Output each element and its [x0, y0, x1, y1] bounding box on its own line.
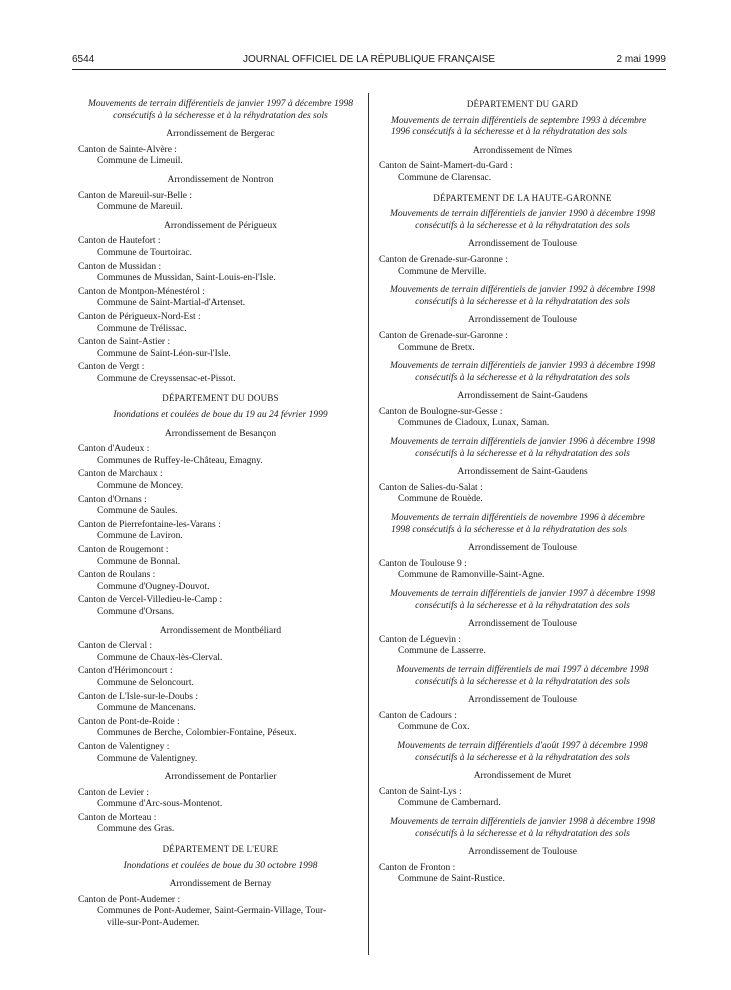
commune-line: Communes de Ruffey-le-Château, Emagny.: [97, 455, 263, 466]
commune-line: Commune de Rouède.: [398, 494, 483, 505]
header-rule: [72, 69, 666, 70]
canton-line: Canton de Rougemont :: [78, 545, 169, 555]
event-heading: Mouvements de terrain différentiels de janvier 1997 à décembre 1998 consécutifs à la sécheresse et à la réhydratation des sols: [88, 99, 353, 121]
arrondissement-heading: Arrondissement de Nîmes: [472, 145, 573, 156]
arrondissement-heading: Arrondissement de Montbéliard: [159, 625, 282, 636]
event-heading: Mouvements de terrain différentiels de janvier 1996 à décembre 1998 consécutifs à la sécheresse et à la réhydratation des sols: [390, 437, 655, 459]
commune-line: Commune de Saint-Martial-d'Artenset.: [97, 298, 246, 309]
event-heading: Mouvements de terrain différentiels de novembre 1996 à décembre 1998 consécutifs à la sécheresse et à la réhydratation des sols: [391, 513, 645, 535]
arrondissement-heading: Arrondissement de Toulouse: [468, 619, 577, 630]
commune-line: Commune de Valentigney.: [97, 753, 198, 764]
arrondissement-heading: Arrondissement de Bernay: [169, 879, 272, 890]
commune-line: Commune de Chaux-lès-Clerval.: [97, 652, 223, 663]
commune-line: Commune d'Arc-sous-Montenot.: [97, 799, 223, 810]
event-heading: Mouvements de terrain différentiels de mai 1997 à décembre 1998 consécutifs à la sécheresse et à la réhydratation des sols: [396, 664, 649, 687]
canton-line: Canton de Cadours :: [379, 710, 457, 721]
canton-line: Canton de Pierrefontaine-les-Varans :: [78, 519, 221, 530]
arrondissement-heading: Arrondissement de Pontarlier: [164, 772, 277, 783]
canton-line: Canton d'Hérimoncourt :: [78, 666, 173, 677]
commune-line: Commune d'Ougney-Douvot.: [97, 581, 210, 592]
commune-line: Commune de Laviron.: [97, 531, 183, 542]
arrondissement-heading: Arrondissement de Toulouse: [468, 847, 577, 858]
commune-line: Commune de Saint-Rustice.: [398, 874, 505, 885]
canton-line: Canton de Toulouse 9 :: [379, 558, 467, 569]
department-heading: DÉPARTEMENT DE LA HAUTE-GARONNE: [433, 192, 612, 203]
department-heading: DÉPARTEMENT DE L'EURE: [162, 844, 279, 855]
commune-line: Commune de Mareuil.: [97, 202, 183, 213]
commune-line: Communes de Berche, Colombier-Fontaine, Péseux.: [97, 728, 297, 739]
canton-line: Canton de Levier :: [78, 787, 149, 798]
canton-line: Canton de Pont-Audemer :: [78, 894, 181, 905]
commune-line: Commune des Gras.: [97, 824, 175, 835]
canton-line: Canton de Pont-de-Roide :: [78, 716, 180, 727]
event-heading: Inondations et coulées de boue du 30 octobre 1998: [123, 860, 318, 871]
commune-line: [78, 906, 363, 929]
canton-line: Canton d'Ornans :: [78, 494, 147, 505]
event-heading: Mouvements de terrain différentiels de janvier 1990 à décembre 1998 consécutifs à la sécheresse et à la réhydratation des sols: [390, 209, 655, 231]
arrondissement-heading: Arrondissement de Saint-Gaudens: [457, 391, 588, 402]
canton-line: Canton de Fronton :: [379, 862, 456, 873]
canton-line: Canton de Valentigney :: [78, 741, 170, 752]
canton-line: Canton de Sainte-Alvère :: [78, 144, 177, 155]
arrondissement-heading: Arrondissement de Toulouse: [468, 315, 577, 326]
canton-line: Canton de Périgueux-Nord-Est :: [78, 311, 201, 322]
event-heading: Inondations et coulées de boue du 19 au 24 février 1999: [113, 410, 328, 421]
arrondissement-heading: Arrondissement de Besançon: [164, 428, 277, 439]
canton-line: Canton de Vercel-Villedieu-le-Camp :: [78, 595, 223, 606]
commune-line: Commune de Cox.: [398, 722, 470, 733]
commune-line: Commune de Creyssensac-et-Pissot.: [97, 373, 236, 384]
commune-line: Commune de Clarensac.: [398, 172, 492, 183]
arrondissement-heading: Arrondissement de Toulouse: [468, 695, 577, 706]
commune-text-continued: ville-sur-Pont-Audemer.: [107, 918, 200, 929]
commune-line: Commune de Moncey.: [97, 481, 184, 492]
canton-line: Canton de Marchaux :: [78, 469, 163, 480]
commune-line: Commune de Trélissac.: [97, 323, 187, 334]
canton-line: Canton de L'Isle-sur-le-Doubs :: [78, 691, 198, 702]
canton-line: Canton de Hautefort :: [78, 236, 161, 247]
canton-line: Canton de Mussidan :: [78, 261, 162, 272]
canton-line: Canton de Boulogne-sur-Gesse :: [379, 406, 503, 417]
commune-line: Commune de Cambernard.: [398, 798, 501, 809]
canton-line: Canton de Mareuil-sur-Belle :: [78, 190, 193, 201]
commune-text: Communes de Pont-Audemer, Saint-Germain-Village, Tour-: [97, 906, 327, 917]
commune-line: Commune de Seloncourt.: [97, 677, 194, 688]
canton-line: Canton d'Audeux :: [78, 444, 150, 455]
event-heading: Mouvements de terrain différentiels d'août 1997 à décembre 1998 consécutifs à la sécheresse et à la réhydratation des sols: [397, 740, 648, 763]
canton-line: Canton de Vergt :: [78, 362, 145, 373]
canton-line: Canton de Saint-Mamert-du-Gard :: [379, 161, 513, 172]
event-heading: Mouvements de terrain différentiels de janvier 1993 à décembre 1998 consécutifs à la sécheresse et à la réhydratation des sols: [390, 361, 655, 383]
canton-line: Canton de Saint-Astier :: [78, 337, 171, 348]
canton-line: Canton de Saint-Lys :: [379, 786, 462, 797]
commune-line: Commune de Saint-Léon-sur-l'Isle.: [97, 348, 231, 359]
commune-line: Commune de Limeuil.: [97, 156, 183, 167]
canton-line: Canton de Salies-du-Salat :: [379, 482, 483, 493]
publication-date: 2 mai 1999: [616, 54, 666, 65]
arrondissement-heading: Arrondissement de Bergerac: [166, 129, 275, 140]
arrondissement-heading: Arrondissement de Toulouse: [468, 543, 577, 554]
commune-line: Commune de Tourtoirac.: [97, 247, 192, 258]
commune-line: Commune de Saules.: [97, 506, 178, 517]
arrondissement-heading: Arrondissement de Nontron: [167, 174, 274, 185]
department-heading: DÉPARTEMENT DU GARD: [466, 99, 579, 109]
canton-line: Canton de Montpon-Ménestérol :: [78, 286, 205, 297]
canton-line: Canton de Grenade-sur-Garonne :: [379, 254, 508, 265]
commune-line: Commune de Bretx.: [398, 342, 475, 353]
arrondissement-heading: Arrondissement de Saint-Gaudens: [457, 467, 588, 478]
canton-line: Canton de Roulans :: [78, 570, 156, 581]
commune-line: Communes de Ciadoux, Lunax, Saman.: [398, 418, 550, 429]
commune-line: Commune de Ramonville-Saint-Agne.: [398, 570, 545, 581]
commune-line: Commune de Bonnal.: [97, 556, 181, 567]
commune-line: Commune de Mancenans.: [97, 703, 196, 714]
commune-line: Communes de Mussidan, Saint-Louis-en-l'Isle.: [97, 273, 276, 284]
arrondissement-heading: Arrondissement de Périgueux: [164, 220, 277, 231]
canton-line: Canton de Grenade-sur-Garonne :: [379, 330, 508, 341]
event-heading: Mouvements de terrain différentiels de janvier 1997 à décembre 1998 consécutifs à la sécheresse et à la réhydratation des sols: [390, 589, 655, 611]
page-number: 6544: [72, 54, 95, 65]
canton-line: Canton de Léguevin :: [379, 634, 462, 645]
commune-line: Commune d'Orsans.: [97, 606, 175, 617]
department-heading: DÉPARTEMENT DU DOUBS: [162, 393, 279, 404]
left-column: [78, 99, 363, 930]
arrondissement-heading: Arrondissement de Toulouse: [468, 239, 577, 250]
page-header: [72, 53, 666, 67]
commune-line: Commune de Merville.: [398, 266, 487, 277]
event-heading: Mouvements de terrain différentiels de janvier 1992 à décembre 1998 consécutifs à la sécheresse et à la réhydratation des sols: [390, 285, 655, 307]
arrondissement-heading: Arrondissement de Muret: [473, 771, 572, 782]
column-divider: [368, 93, 369, 955]
canton-line: Canton de Clerval :: [78, 641, 153, 652]
journal-title: JOURNAL OFFICIEL DE LA RÉPUBLIQUE FRANÇAISE: [242, 54, 496, 65]
event-heading: Mouvements de terrain différentiels de janvier 1998 à décembre 1998 consécutifs à la sécheresse et à la réhydratation des sols: [390, 816, 655, 839]
right-column: [379, 99, 666, 886]
event-heading: Mouvements de terrain différentiels de septembre 1993 à décembre 1996 consécutifs à la sécheresse et à la réhydratation des sols: [391, 115, 647, 138]
canton-line: Canton de Morteau :: [78, 812, 157, 823]
commune-line: Commune de Lasserre.: [398, 646, 486, 657]
